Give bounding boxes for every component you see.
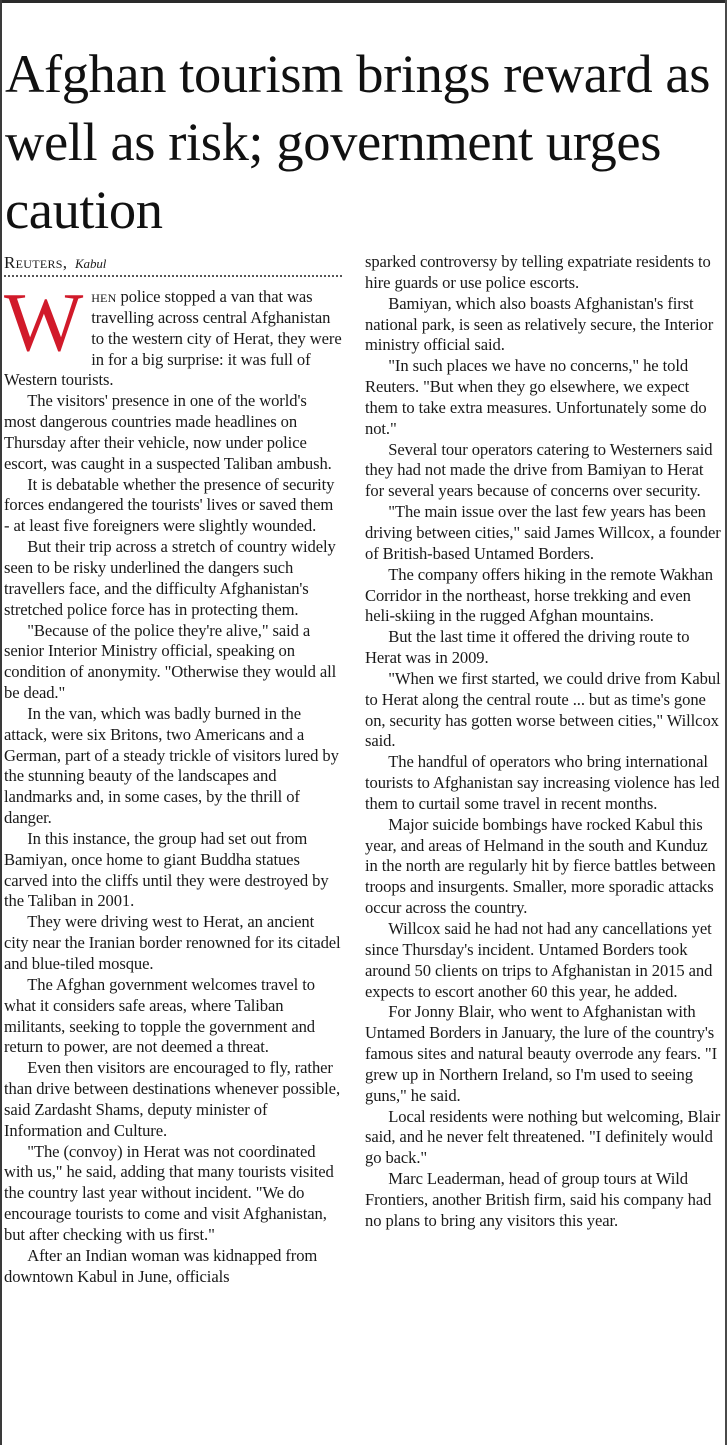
body-paragraph: The handful of operators who bring international tourists to Afghanistan say increasing violence has led them to curtail some travel in recent months. [365,752,720,813]
lead-text: police stopped a van that was travelling across central Afghanistan to the western city of Herat, they were in for a big surprise: it was full of Western tourists. [4,287,342,390]
body-paragraph: "In such places we have no concerns," he told Reuters. "But when they go elsewhere, we expect them to take extra measures. Unfortunately some do not." [365,356,707,438]
body-paragraph: Local residents were nothing but welcoming, Blair said, and he never felt threatened. "I definitely would go back." [365,1106,721,1168]
body-paragraph: They were driving west to Herat, an ancient city near the Iranian border renowned for its citadel and blue-tiled mosque. [4,912,341,973]
body-paragraph: Several tour operators catering to Westerners said they had not made the drive from Bamiyan to Herat for several years because of concerns over security. [365,439,713,501]
byline [4,252,342,274]
body-paragraph: "The main issue over the last few years has been driving between cities," said James Willcox, a founder of British-based Untamed Borders. [365,502,721,563]
byline-source: Reuters, [4,253,68,272]
body-paragraph: The company offers hiking in the remote Wakhan Corridor in the northeast, horse trekking and even heli-skiing in the rugged Afghan mountains. [365,564,714,626]
lead-paragraph [4,276,342,391]
body-paragraph: Major suicide bombings have rocked Kabul this year, and areas of Helmand in the south and Kunduz in the north are regularly hit by fierce battles between troops and insurgents. Smaller, more sporadic attacks occur across the country. [365,814,716,918]
body-paragraph: "Because of the police they're alive," said a senior Interior Ministry official, speaking on condition of anonymity. "Otherwise they would all be dead." [4,620,337,703]
body-paragraph: "The (convoy) in Herat was not coordinated with us," he said, adding that many tourists visited the country last year without incident. "We do encourage tourists to come and visit Afghanistan, but after checking with us first." [4,1141,334,1244]
article-headline: Afghan tourism brings reward as well as risk; government urges caution [5,43,711,240]
left-border-rule [0,0,2,1445]
body-paragraph: For Jonny Blair, who went to Afghanistan with Untamed Borders in January, the lure of the country's famous sites and natural beauty overrode any fears. "I grew up in Northern Ireland, so I'm used to seeing guns," he said. [365,1002,718,1105]
drop-cap: W [4,276,84,369]
lead-small-caps: hen [91,287,117,306]
body-paragraph: It is debatable whether the presence of security forces endangered the tourists' lives or saved them - at least five foreigners were slightly wounded. [4,474,335,536]
body-paragraph: "When we first started, we could drive from Kabul to Herat along the central route ... but as time's gone on, security has gotten worse between cities," Willcox said. [365,668,721,751]
body-paragraph: Bamiyan, which also boasts Afghanistan's first national park, is seen as relatively secure, the Interior ministry official said. [365,293,714,355]
top-border-rule [0,0,727,3]
body-paragraph-continued: sparked controversy by telling expatriate residents to hire guards or use police escorts. [365,252,711,292]
body-paragraph: Marc Leaderman, head of group tours at Wild Frontiers, another British firm, said his company had no plans to bring any visitors this year. [365,1169,712,1230]
body-paragraph: In the van, which was badly burned in the attack, were six Britons, two Americans and a German, part of a steady trickle of visitors lured by the stunning beauty of the landscapes and landmarks and, in some cases, by the thrill of danger. [4,703,339,828]
body-paragraph: The Afghan government welcomes travel to what it considers safe areas, where Taliban militants, seeking to topple the government and return to power, are not deemed a threat. [4,974,315,1057]
article-column-right [365,252,721,1232]
article-column-left [4,252,342,1288]
body-paragraph: In this instance, the group had set out from Bamiyan, once home to giant Buddha statues carved into the cliffs until they were destroyed by the Taliban in 2001. [4,828,329,911]
body-paragraph: But the last time it offered the driving route to Herat was in 2009. [365,627,690,668]
body-paragraph: After an Indian woman was kidnapped from downtown Kabul in June, officials [4,1245,318,1286]
body-paragraph: Willcox said he had not had any cancellations yet since Thursday's incident. Untamed Borders took around 50 clients on trips to Afghanistan in 2015 and expects to escort another 60 this year, he added. [365,919,713,1001]
body-paragraph: Even then visitors are encouraged to fly, rather than drive between destinations whenever possible, said Zardasht Shams, deputy minister of Information and Culture. [4,1058,340,1140]
body-paragraph: The visitors' presence in one of the world's most dangerous countries made headlines on Thursday after their vehicle, now under police escort, was caught in a suspected Taliban ambush. [4,391,332,473]
body-paragraph: But their trip across a stretch of country widely seen to be risky underlined the dangers such travellers face, and the difficulty Afghanistan's stretched police force has in protecting them. [4,537,336,619]
byline-location: Kabul [74,256,107,271]
